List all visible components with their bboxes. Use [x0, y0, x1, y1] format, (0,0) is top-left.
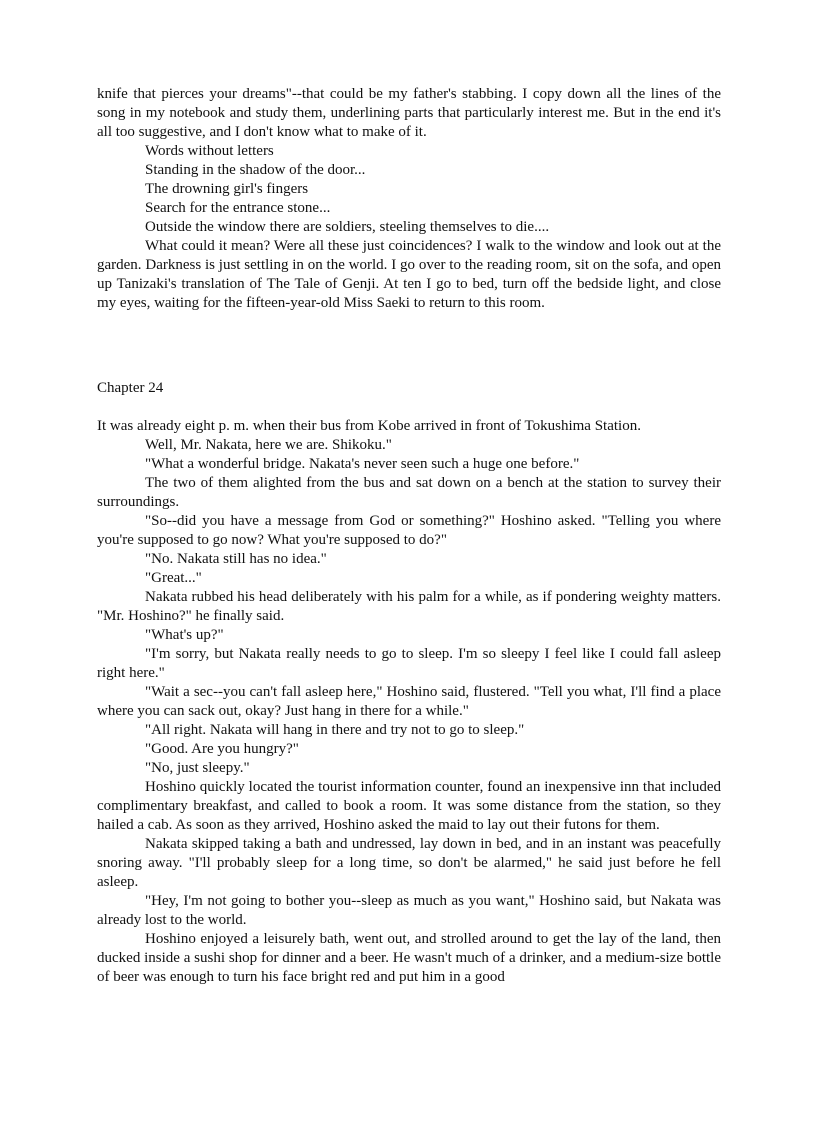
- chapter-title: Chapter 24: [97, 380, 164, 396]
- paragraph: It was already eight p. m. when their bus from Kobe arrived in front of Tokushima Station.: [97, 418, 641, 434]
- paragraph: Hoshino enjoyed a leisurely bath, went out, and strolled around to get the lay of the land, then ducked inside a sushi shop for dinner and a beer. He wasn't much of a drinker, and a medium-size bottle of beer was enough to turn his face bright red and put him in a good: [97, 931, 721, 985]
- title-gap: [97, 398, 721, 417]
- paragraph: "Hey, I'm not going to bother you--sleep as much as you want," Hoshino said, but Nakata was already lost to the world.: [97, 893, 721, 928]
- paragraph: What could it mean? Were all these just coincidences? I walk to the window and look out at the garden. Darkness is just settling in on the world. I go over to the reading room, sit on the sofa, and open up Tanizaki's translation of The Tale of Genji. At ten I go to bed, turn off the bedside light, and close my eyes, waiting for the fifteen-year-old Miss Saeki to return to this room.: [97, 238, 721, 311]
- paragraph: "What a wonderful bridge. Nakata's never seen such a huge one before.": [145, 456, 580, 472]
- paragraph: "Good. Are you hungry?": [145, 741, 299, 757]
- paragraph: "Great...": [145, 570, 202, 586]
- paragraph: Nakata skipped taking a bath and undressed, lay down in bed, and in an instant was peacefully snoring away. "I'll probably sleep for a long time, so don't be alarmed," he said just before he fell asleep.: [97, 836, 721, 890]
- paragraph: Well, Mr. Nakata, here we are. Shikoku.": [145, 437, 392, 453]
- paragraph: Hoshino quickly located the tourist information counter, found an inexpensive inn that included complimentary breakfast, and called to book a room. It was some distance from the station, so they hailed a cab. As soon as they arrived, Hoshino asked the maid to lay out their futons for them.: [97, 779, 721, 833]
- paragraph: "No. Nakata still has no idea.": [145, 551, 327, 567]
- paragraph: "So--did you have a message from God or something?" Hoshino asked. "Telling you where you're supposed to go now? What you're supposed to do?": [97, 513, 721, 548]
- verse-line: Outside the window there are soldiers, steeling themselves to die....: [145, 219, 550, 235]
- paragraph: knife that pierces your dreams"--that could be my father's stabbing. I copy down all the lines of the song in my notebook and study them, underlining parts that particularly interest me. But in the end it's all too suggestive, and I don't know what to make of it.: [97, 86, 721, 140]
- verse-line: Search for the entrance stone...: [145, 200, 331, 216]
- paragraph: "What's up?": [145, 627, 224, 643]
- verse-line: The drowning girl's fingers: [145, 181, 309, 197]
- paragraph: "All right. Nakata will hang in there and try not to go to sleep.": [145, 722, 525, 738]
- verse-line: Words without letters: [145, 143, 274, 159]
- paragraph: "Wait a sec--you can't fall asleep here," Hoshino said, flustered. "Tell you what, I'll find a place where you can sack out, okay? Just hang in there for a while.": [97, 684, 721, 719]
- document-page: [97, 85, 721, 987]
- section-gap: [97, 313, 721, 379]
- paragraph: "No, just sleepy.": [145, 760, 250, 776]
- paragraph: "I'm sorry, but Nakata really needs to go to sleep. I'm so sleepy I feel like I could fall asleep right here.": [97, 646, 721, 681]
- paragraph: The two of them alighted from the bus and sat down on a bench at the station to survey their surroundings.: [97, 475, 721, 510]
- verse-line: Standing in the shadow of the door...: [145, 162, 366, 178]
- paragraph: Nakata rubbed his head deliberately with his palm for a while, as if pondering weighty matters. "Mr. Hoshino?" he finally said.: [97, 589, 721, 624]
